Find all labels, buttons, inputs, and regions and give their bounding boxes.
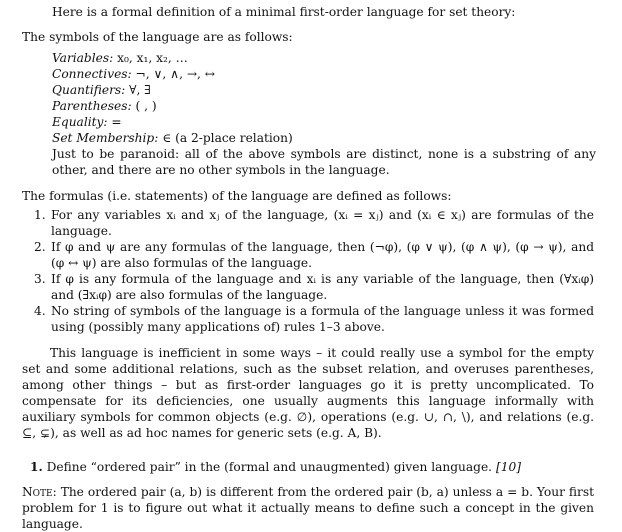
symbol-variables: Variables: x₀, x₁, x₂, … [52,51,188,65]
symbols-heading: The symbols of the language are as follows: [22,30,293,44]
note-paragraph [22,484,594,532]
formulas-heading: The formulas (i.e. statements) of the language are defined as follows: [22,189,452,203]
formation-rules [34,207,594,335]
note-text: The ordered pair (a, b) is different from the ordered pair (b, a) unless a = b. Your first problem for 1 is to figure out what it actually means to define such a concept in the given language. [22,485,594,531]
problem-points: [10] [495,460,521,474]
rule-2: 2. If φ and ψ are any formulas of the language, then (¬φ), (φ ∨ ψ), (φ ∧ ψ), (φ → ψ), and (φ ↔ ψ) are also formulas of the language. [34,240,594,270]
symbol-quantifiers: Quantifiers: ∀, ∃ [52,83,151,97]
note-label: Note: [22,485,57,499]
commentary-paragraph: This language is inefficient in some ways – it could really use a symbol for the empty set and some additional relations, such as the subset relation, and overuses parentheses, among other things – but as first-order languages go it is pretty uncomplicated. To compensate for its deficiencies, one usually augments this language informally with auxiliary symbols for common objects (e.g. ∅), operations (e.g. ∪, ∩, \), and relations (e.g. ⊆, ⊊), as well as ad hoc names for generic sets (e.g. A, B). [22,346,594,440]
symbol-set-membership: Set Membership: ∈ (a 2-place relation) [52,131,293,145]
problem-number: 1. [30,460,43,474]
intro-text: Here is a formal definition of a minimal first-order language for set theory: [52,5,516,19]
symbol-connectives: Connectives: ¬, ∨, ∧, →, ↔ [52,67,215,81]
rule-3: 3. If φ is any formula of the language and xᵢ is any variable of the language, then (∀xᵢφ) and (∃xᵢφ) are also formulas of the language. [34,272,594,302]
symbol-equality: Equality: = [52,115,122,129]
problem-text: Define “ordered pair” in the (formal and unaugmented) given language. [46,460,493,474]
paranoid-note: Just to be paranoid: all of the above symbols are distinct, none is a substring of any other, and there are no other symbols in the language. [52,147,596,177]
rule-1: 1. For any variables xᵢ and xⱼ of the language, (xᵢ = xⱼ) and (xᵢ ∈ xⱼ) are formulas of the language. [34,208,594,238]
rule-4: 4. No string of symbols of the language is a formula of the language unless it was formed using (possibly many applications of) rules 1–3 above. [34,304,594,334]
symbols-list [52,50,596,178]
symbol-parentheses: Parentheses: ( , ) [52,99,157,113]
problem-1 [30,459,594,475]
